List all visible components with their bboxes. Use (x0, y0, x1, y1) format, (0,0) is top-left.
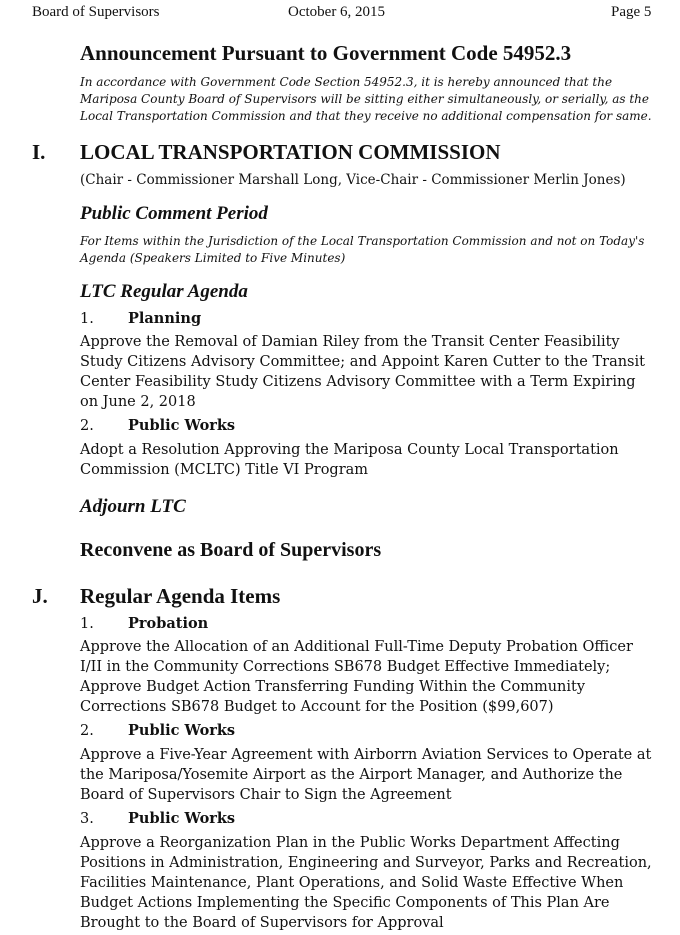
section-i-number: I. (32, 140, 46, 164)
j-item-1-heading (80, 615, 208, 632)
adjourn-ltc: Adjourn LTC (80, 496, 186, 517)
reconvene-heading: Reconvene as Board of Supervisors (80, 539, 382, 561)
public-comment-body: For Items within the Jurisdiction of the Local Transportation Commission and not on Today's Agenda (Speakers Limited to Five Minutes) (80, 234, 645, 265)
header-page-number: Page 5 (611, 4, 652, 20)
header-date: October 6, 2015 (288, 4, 386, 20)
item-department: Probation (128, 615, 209, 632)
header-board-name: Board of Supervisors (32, 4, 160, 20)
section-j-title: Regular Agenda Items (80, 584, 281, 608)
j-item-3-text: Approve a Reorganization Plan in the Public Works Department Affecting Positions in Administration, Engineering and Surveyor, Parks and Recreation, Facilities Maintenance, Plant Operations, and Solid Waste Effective When Budget Actions Implementing the Specific Components of This Plan Are Brought to the Board of Supervisors for Approval (80, 835, 652, 931)
j-item-1-text: Approve the Allocation of an Additional Full-Time Deputy Probation Officer I/II in the Community Corrections SB678 Budget Effective Immediately; Approve Budget Action Transferring Funding Within the Community Corrections SB678 Budget to Account for the Position ($99,607) (80, 639, 633, 715)
item-number: 2. (80, 418, 94, 434)
item-department: Public Works (128, 810, 236, 827)
ltc-item-2-heading (80, 417, 235, 434)
j-item-3-heading (80, 810, 235, 827)
section-i-chair-line: (Chair - Commissioner Marshall Long, Vice-Chair - Commissioner Merlin Jones) (80, 172, 626, 188)
public-comment-title: Public Comment Period (80, 203, 268, 224)
item-number: 1. (80, 311, 94, 327)
j-item-2-heading (80, 722, 235, 739)
item-department: Public Works (128, 722, 236, 739)
section-i-title: LOCAL TRANSPORTATION COMMISSION (80, 140, 501, 164)
item-department: Public Works (128, 417, 236, 434)
j-item-2-text: Approve a Five-Year Agreement with Airborrn Aviation Services to Operate at the Mariposa/Yosemite Airport as the Airport Manager, and Authorize the Board of Supervisors Chair to Sign the Agreement (80, 747, 652, 803)
item-number: 2. (80, 723, 94, 739)
ltc-item-1-text: Approve the Removal of Damian Riley from the Transit Center Feasibility Study Citizens Advisory Committee; and Appoint Karen Cutter to the Transit Center Feasibility Study Citizens Advisory Committee with a Term Expiring on June 2, 2018 (80, 334, 645, 410)
item-number: 3. (80, 811, 94, 827)
ltc-agenda-title: LTC Regular Agenda (80, 281, 248, 302)
item-department: Planning (128, 310, 202, 327)
announcement-body: In accordance with Government Code Section 54952.3, it is hereby announced that the Mariposa County Board of Supervisors will be sitting either simultaneously, or serially, as the Local Transportation Commission and that they receive no additional compensation for same. (80, 75, 652, 123)
announcement-title: Announcement Pursuant to Government Code 54952.3 (80, 41, 572, 65)
section-j-number: J. (32, 584, 48, 608)
ltc-item-1-heading (80, 310, 201, 327)
item-number: 1. (80, 616, 94, 632)
ltc-item-2-text: Adopt a Resolution Approving the Mariposa County Local Transportation Commission (MCLTC) Title VI Program (80, 442, 619, 478)
